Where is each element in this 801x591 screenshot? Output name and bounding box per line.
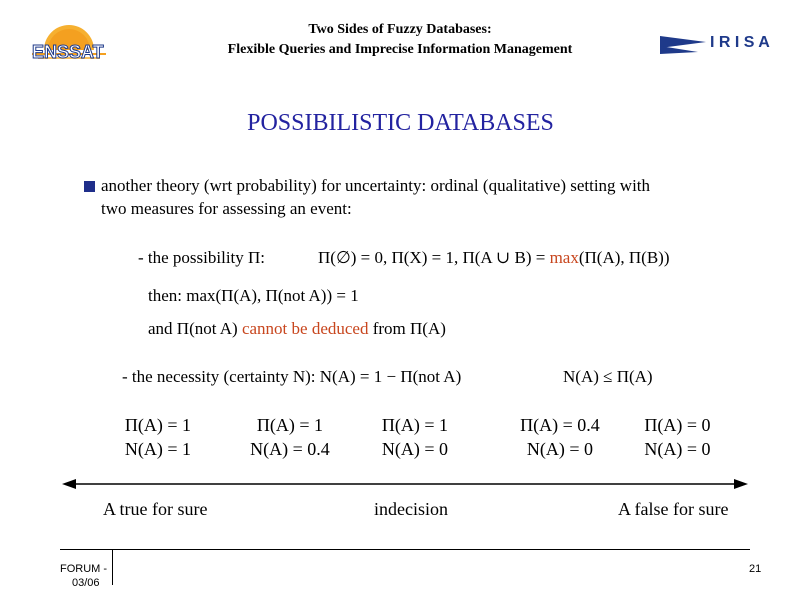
header-title-line2: Flexible Queries and Imprecise Information Management bbox=[227, 42, 573, 57]
column-1-n: N(A) = 1 bbox=[124, 439, 192, 459]
column-5 bbox=[630, 413, 725, 461]
bullet-line-2: two measures for assessing an event: bbox=[101, 199, 352, 218]
column-3-n: N(A) = 0 bbox=[381, 439, 449, 459]
and-line: and Π(not A) cannot be deduced from Π(A) bbox=[148, 319, 446, 338]
scale-axis bbox=[60, 476, 750, 492]
page-number: 21 bbox=[749, 563, 762, 575]
max-keyword: max bbox=[549, 248, 579, 267]
flag-icon bbox=[658, 32, 708, 56]
column-2 bbox=[235, 413, 345, 461]
irisa-logo bbox=[658, 32, 778, 58]
column-3-pi: Π(A) = 1 bbox=[381, 415, 449, 435]
column-1 bbox=[108, 413, 208, 461]
checkbox-bullet-icon bbox=[84, 181, 95, 192]
column-3 bbox=[365, 413, 465, 461]
slide-title: POSSIBILISTIC DATABASES bbox=[247, 110, 554, 136]
scale-right-label: A false for sure bbox=[618, 499, 729, 519]
scale-middle-label: indecision bbox=[374, 499, 448, 519]
column-4-n: N(A) = 0 bbox=[526, 439, 594, 459]
bullet-line-1: another theory (wrt probability) for uncertainty: ordinal (qualitative) setting with bbox=[84, 176, 650, 196]
footer-divider bbox=[60, 549, 750, 550]
enssat-logo-text: ENSSAT bbox=[32, 42, 104, 62]
footer-divider-tick bbox=[112, 549, 113, 585]
header-title-line1: Two Sides of Fuzzy Databases: bbox=[308, 22, 492, 37]
possibility-label: - the possibility Π: bbox=[138, 248, 266, 267]
forum-line-2: 03/06 bbox=[72, 577, 100, 589]
column-2-n: N(A) = 0.4 bbox=[250, 439, 330, 459]
then-line: then: max(Π(A), Π(not A)) = 1 bbox=[148, 286, 359, 305]
cannot-be-deduced: cannot be deduced bbox=[241, 319, 369, 338]
column-1-pi: Π(A) = 1 bbox=[124, 415, 192, 435]
scale-left-label: A true for sure bbox=[103, 499, 208, 519]
column-2-pi: Π(A) = 1 bbox=[256, 415, 324, 435]
column-4-pi: Π(A) = 0.4 bbox=[520, 415, 600, 435]
possibility-formula: Π(∅) = 0, Π(X) = 1, Π(A ∪ B) = max(Π(A), Π(B)) bbox=[318, 248, 670, 267]
necessity-relation: N(A) ≤ Π(A) bbox=[563, 367, 653, 386]
column-4 bbox=[505, 413, 615, 461]
column-5-n: N(A) = 0 bbox=[644, 439, 711, 459]
column-5-pi: Π(A) = 0 bbox=[644, 415, 711, 435]
necessity-line: - the necessity (certainty N): N(A) = 1 − Π(not A) bbox=[122, 367, 462, 386]
irisa-logo-text: I R I S A bbox=[710, 34, 770, 51]
forum-line-1: FORUM - bbox=[60, 563, 108, 575]
enssat-logo bbox=[28, 20, 110, 70]
